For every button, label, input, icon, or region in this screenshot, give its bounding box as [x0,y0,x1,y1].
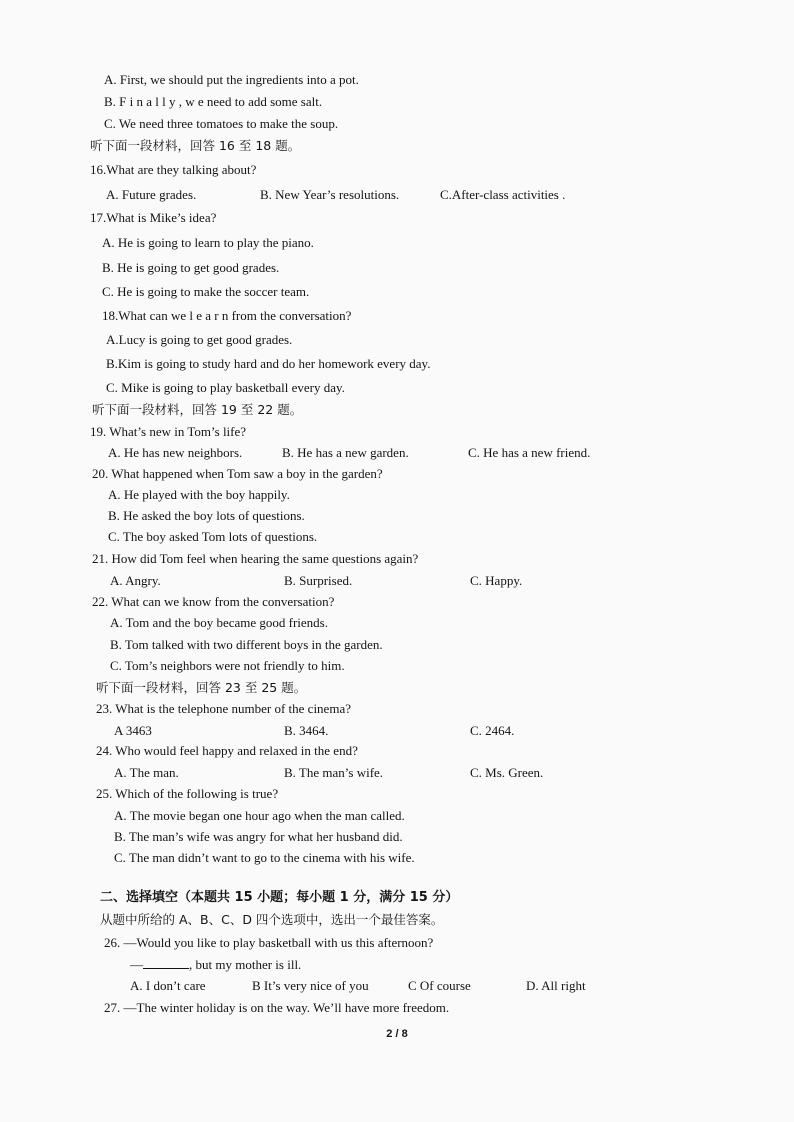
q15-option-a: A. First, we should put the ingredients into a pot. [104,72,359,87]
q16-stem: 16.What are they talking about? [90,162,257,177]
q26-option-a: A. I don’t care [130,978,206,993]
q17-option-b: B. He is going to get good grades. [102,260,280,275]
q26-answer-line [130,957,301,973]
q27-stem: 27. —The winter holiday is on the way. We’ll have more freedom. [104,1000,450,1015]
q26-option-d: D. All right [526,978,586,993]
q20-option-b: B. He asked the boy lots of questions. [108,508,305,523]
q17-option-a: A. He is going to learn to play the piano. [102,235,314,250]
q16-option-c: C.After-class activities . [440,187,566,202]
q20-stem: 20. What happened when Tom saw a boy in the garden? [92,466,383,481]
q15-option-b: B. F i n a l l y , w e need to add some salt. [104,94,323,109]
q26-option-c: C Of course [408,978,471,993]
section-2-title: 二、选择填空（本题共 15 小题；每小题 1 分，满分 15 分） [100,890,459,905]
q21-option-c: C. Happy. [470,573,523,588]
q26-line-suffix: , but my mother is ill. [189,957,302,972]
q23-stem: 23. What is the telephone number of the cinema? [96,701,351,716]
section-2-instruction: 从题中所给的 A、B、C、D 四个选项中，选出一个最佳答案。 [100,912,444,927]
q16-option-b: B. New Year’s resolutions. [260,187,400,202]
q24-option-b: B. The man’s wife. [284,765,384,780]
q19-stem: 19. What’s new in Tom’s life? [90,424,247,439]
q22-option-c: C. Tom’s neighbors were not friendly to him. [110,658,345,673]
q24-stem: 24. Who would feel happy and relaxed in the end? [96,743,358,758]
q21-option-a: A. Angry. [110,573,161,588]
q21-stem: 21. How did Tom feel when hearing the same questions again? [92,551,419,566]
q22-stem: 22. What can we know from the conversation? [92,594,335,609]
q20-option-a: A. He played with the boy happily. [108,487,290,502]
q26-stem: 26. —Would you like to play basketball with us this afternoon? [104,935,434,950]
q25-option-c: C. The man didn’t want to go to the cinema with his wife. [114,850,415,865]
q22-option-b: B. Tom talked with two different boys in the garden. [110,637,383,652]
instruction-16-18: 听下面一段材料，回答 16 至 18 题。 [90,138,301,153]
q25-option-a: A. The movie began one hour ago when the man called. [114,808,405,823]
q25-stem: 25. Which of the following is true? [96,786,279,801]
q24-option-a: A. The man. [114,765,179,780]
q21-option-b: B. Surprised. [284,573,353,588]
q23-option-b: B. 3464. [284,723,329,738]
q19-option-b: B. He has a new garden. [282,445,409,460]
q17-stem: 17.What is Mike’s idea? [90,210,217,225]
q18-option-c: C. Mike is going to play basketball every day. [106,380,345,395]
instruction-23-25: 听下面一段材料，回答 23 至 25 题。 [96,680,307,695]
q22-option-a: A. Tom and the boy became good friends. [110,615,328,630]
q23-option-a: A 3463 [114,723,152,738]
q25-option-b: B. The man’s wife was angry for what her husband did. [114,829,403,844]
q16-option-a: A. Future grades. [106,187,197,202]
q26-dash: — [130,957,143,972]
q20-option-c: C. The boy asked Tom lots of questions. [108,529,318,544]
q26-option-b: B It’s very nice of you [252,978,369,993]
q23-option-c: C. 2464. [470,723,515,738]
instruction-19-22: 听下面一段材料，回答 19 至 22 题。 [92,402,303,417]
q19-option-c: C. He has a new friend. [468,445,591,460]
q24-option-c: C. Ms. Green. [470,765,544,780]
q18-option-b: B.Kim is going to study hard and do her homework every day. [106,356,431,371]
q17-option-c: C. He is going to make the soccer team. [102,284,310,299]
q18-option-a: A.Lucy is going to get good grades. [106,332,293,347]
q15-option-c: C. We need three tomatoes to make the soup. [104,116,339,131]
q19-option-a: A. He has new neighbors. [108,445,243,460]
q26-blank [143,957,189,969]
page-number: 2 / 8 [386,1028,408,1040]
q18-stem: 18.What can we l e a r n from the conversation? [102,308,352,323]
